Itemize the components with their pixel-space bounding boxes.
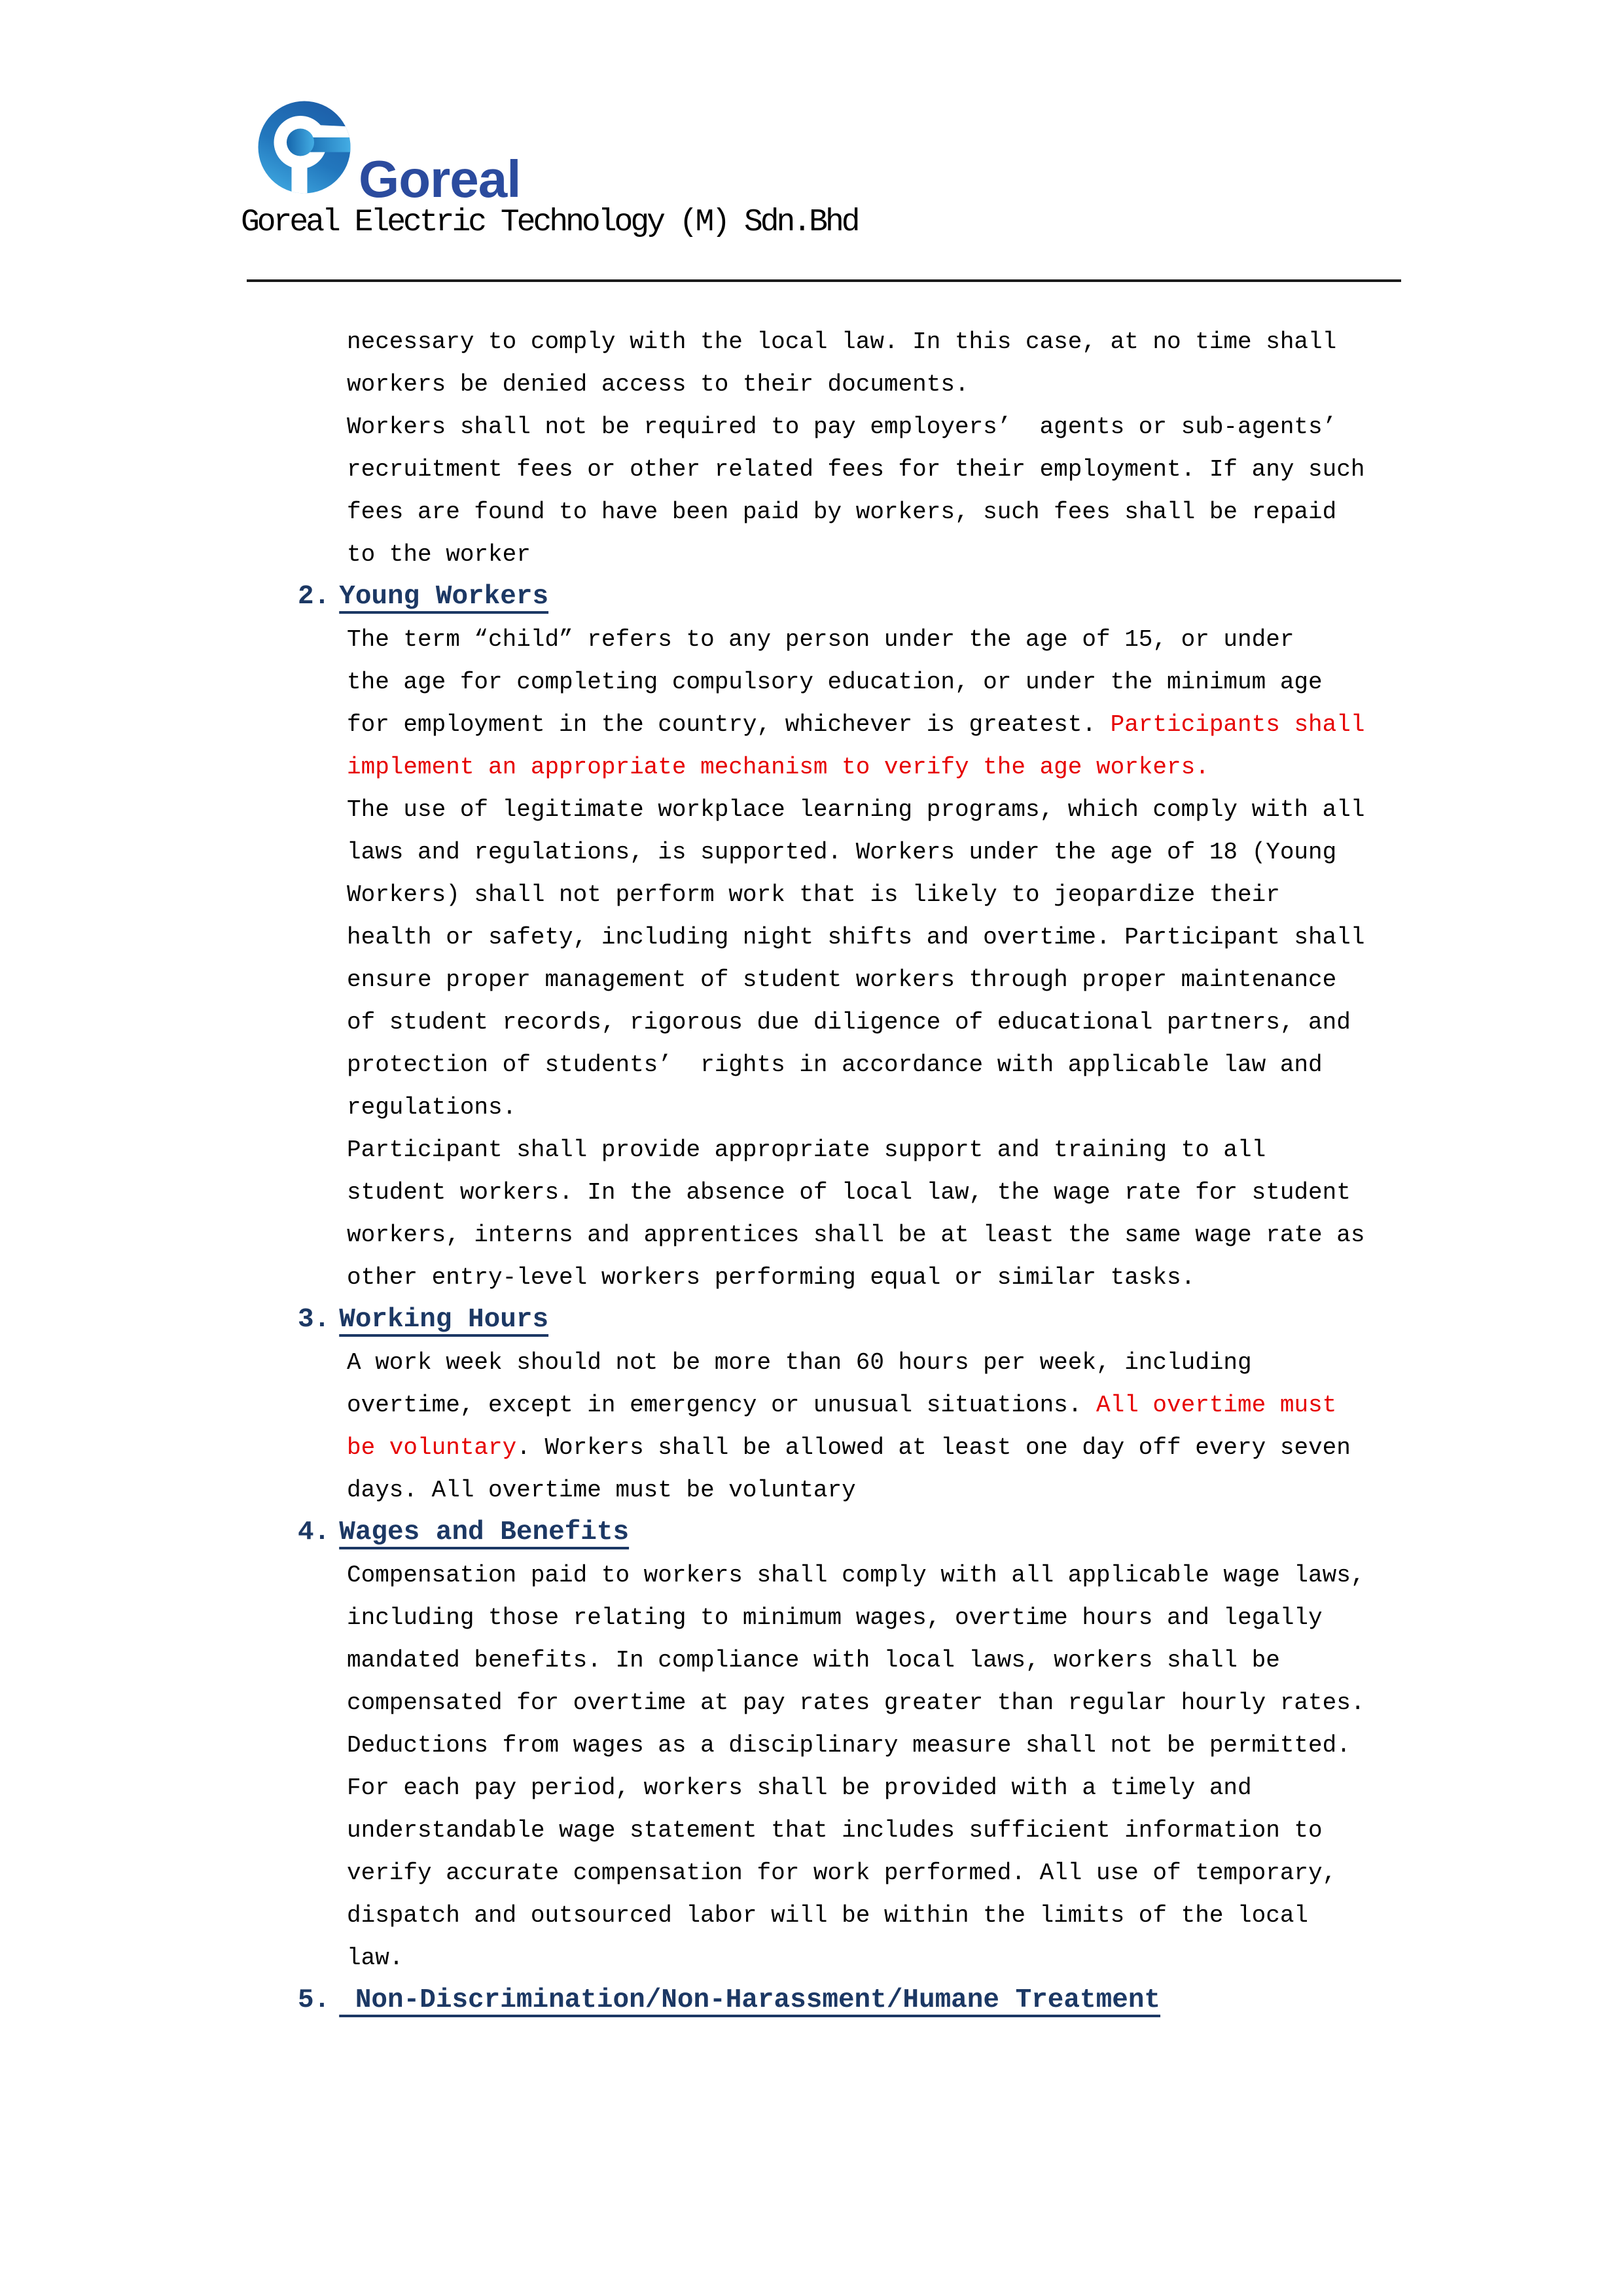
text-line <box>347 1341 1623 1384</box>
heading-title: Working Hours <box>339 1305 549 1335</box>
text-line <box>347 1001 1623 1044</box>
company-name: Goreal Electric Technology (M) Sdn.Bhd <box>241 205 858 240</box>
text-line <box>347 1171 1623 1214</box>
paragraph <box>0 618 1623 788</box>
text-run: the age for completing compulsory education, or under the minimum age <box>347 669 1323 696</box>
text-line <box>347 661 1623 703</box>
paragraph <box>0 1129 1623 1299</box>
heading-number: 4. <box>298 1517 330 1547</box>
text-run: overtime, except in emergency or unusual situations. <box>347 1392 1096 1419</box>
text-line <box>347 1937 1623 1979</box>
text-run: laws and regulations, is supported. Workers under the age of 18 (Young <box>347 839 1337 866</box>
text-run: understandable wage statement that includes sufficient information to <box>347 1817 1323 1844</box>
logo-wordmark: Goreal <box>359 150 521 208</box>
text-line <box>347 1256 1623 1299</box>
text-run: other entry-level workers performing equal or similar tasks. <box>347 1264 1196 1291</box>
text-run: compensated for overtime at pay rates greater than regular hourly rates. <box>347 1689 1365 1716</box>
text-line <box>347 916 1623 959</box>
text-run: protection of students’ rights in accordance with applicable law and <box>347 1051 1323 1078</box>
text-run: verify accurate compensation for work performed. All use of temporary, <box>347 1860 1337 1886</box>
text-run: fees are found to have been paid by workers, such fees shall be repaid <box>347 499 1337 525</box>
text-run: recruitment fees or other related fees for their employment. If any such <box>347 456 1365 483</box>
section-heading <box>298 1511 1623 1554</box>
red-text-run: implement an appropriate mechanism to verify the age workers. <box>347 754 1209 781</box>
paragraph <box>0 406 1623 576</box>
paragraph <box>0 1554 1623 1979</box>
heading-title: Non-Discrimination/Non-Harassment/Humane Treatment <box>339 1985 1161 2015</box>
text-run: regulations. <box>347 1094 517 1121</box>
text-line <box>347 1214 1623 1256</box>
text-line <box>347 1682 1623 1724</box>
text-line <box>347 533 1623 576</box>
red-text-run: Participants shall <box>1110 711 1365 738</box>
text-run: Compensation paid to workers shall comply with all applicable wage laws, <box>347 1562 1365 1589</box>
text-line <box>347 1724 1623 1767</box>
text-line <box>347 1597 1623 1639</box>
heading-number: 3. <box>298 1305 330 1335</box>
red-text-run: be voluntary <box>347 1434 517 1461</box>
text-run: A work week should not be more than 60 hours per week, including <box>347 1349 1252 1376</box>
text-line <box>347 1894 1623 1937</box>
heading-number: 2. <box>298 582 330 612</box>
text-run: to the worker <box>347 541 531 568</box>
text-line <box>347 1639 1623 1682</box>
text-run: Workers shall not be required to pay employers’ agents or sub-agents’ <box>347 414 1337 440</box>
document-body <box>0 321 1623 2022</box>
text-run: The use of legitimate workplace learning programs, which comply with all <box>347 796 1365 823</box>
text-run: student workers. In the absence of local law, the wage rate for student <box>347 1179 1351 1206</box>
text-run: days. All overtime must be voluntary <box>347 1477 856 1504</box>
text-line <box>347 1469 1623 1511</box>
text-line <box>347 618 1623 661</box>
text-run: For each pay period, workers shall be provided with a timely and <box>347 1775 1252 1801</box>
text-line <box>347 831 1623 874</box>
heading-number: 5. <box>298 1985 330 2015</box>
section-heading <box>298 1979 1623 2022</box>
text-run: law. <box>347 1945 404 1971</box>
text-line <box>347 1767 1623 1809</box>
text-line <box>347 1852 1623 1894</box>
text-run: Participant shall provide appropriate support and training to all <box>347 1137 1266 1163</box>
paragraph <box>0 788 1623 1129</box>
text-run: The term “child” refers to any person under the age of 15, or under <box>347 626 1294 653</box>
text-run: Deductions from wages as a disciplinary measure shall not be permitted. <box>347 1732 1351 1759</box>
paragraph <box>0 1341 1623 1511</box>
text-run: for employment in the country, whichever is greatest. <box>347 711 1111 738</box>
text-line <box>347 321 1623 363</box>
text-run: workers be denied access to their documents. <box>347 371 969 398</box>
section-heading <box>298 1299 1623 1341</box>
text-run: necessary to comply with the local law. In this case, at no time shall <box>347 328 1337 355</box>
text-line <box>347 1044 1623 1086</box>
text-run: mandated benefits. In compliance with local laws, workers shall be <box>347 1647 1280 1674</box>
text-run: workers, interns and apprentices shall be at least the same wage rate as <box>347 1222 1365 1248</box>
text-line <box>347 1426 1623 1469</box>
text-line <box>347 746 1623 788</box>
text-line <box>347 703 1623 746</box>
text-line <box>347 1554 1623 1597</box>
text-run: Workers) shall not perform work that is likely to jeopardize their <box>347 881 1280 908</box>
red-text-run: All overtime must <box>1096 1392 1337 1419</box>
text-run: dispatch and outsourced labor will be within the limits of the local <box>347 1902 1309 1929</box>
text-run: including those relating to minimum wages, overtime hours and legally <box>347 1604 1323 1631</box>
text-line <box>347 959 1623 1001</box>
text-run: health or safety, including night shifts and overtime. Participant shall <box>347 924 1365 951</box>
text-line <box>347 491 1623 533</box>
heading-title: Wages and Benefits <box>339 1517 630 1547</box>
text-line <box>347 1129 1623 1171</box>
text-line <box>347 363 1623 406</box>
text-line <box>347 874 1623 916</box>
goreal-logo-icon <box>255 96 353 199</box>
text-line <box>347 788 1623 831</box>
text-line <box>347 448 1623 491</box>
text-line <box>347 1384 1623 1426</box>
text-line <box>347 1086 1623 1129</box>
text-run: ensure proper management of student workers through proper maintenance <box>347 966 1337 993</box>
paragraph <box>0 321 1623 406</box>
text-run: . Workers shall be allowed at least one day off every seven <box>516 1434 1351 1461</box>
section-heading <box>298 576 1623 618</box>
header-divider <box>247 279 1401 282</box>
text-run: of student records, rigorous due diligence of educational partners, and <box>347 1009 1351 1036</box>
heading-title: Young Workers <box>339 582 549 612</box>
text-line <box>347 406 1623 448</box>
text-line <box>347 1809 1623 1852</box>
